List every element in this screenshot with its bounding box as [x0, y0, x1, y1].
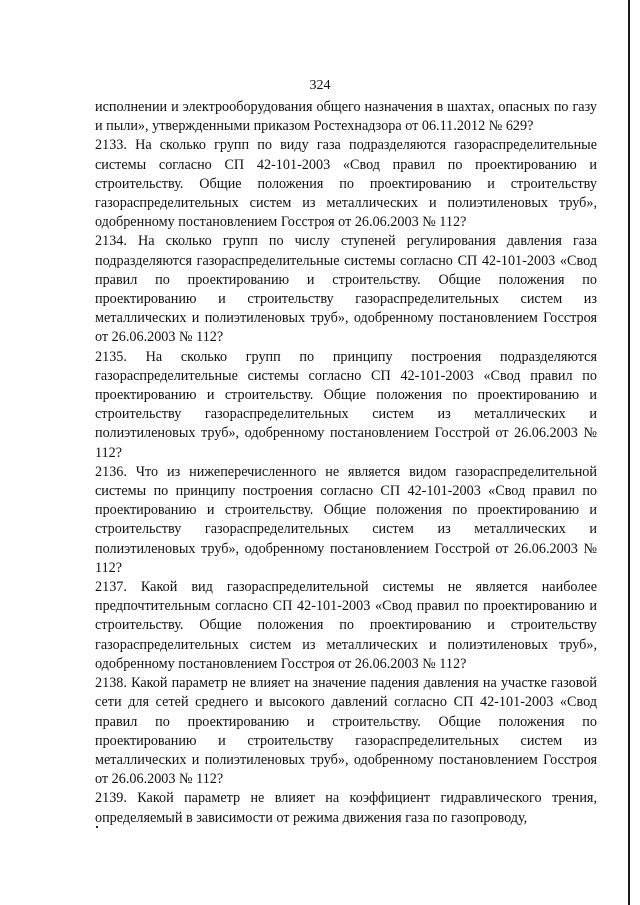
paragraph-continuation: исполнении и электрооборудования общего назначения в шахтах, опасных по газу и пыли», утвержденными приказом Ростехнадзора от 06.11.2012 № 629? — [95, 99, 597, 135]
question-2138: 2138. Какой параметр не влияет на значение падения давления на участке газовой сети для сетей среднего и высокого давлений согласно СП 42-101-2003 «Свод правил по проектированию и строительству. Общие положения по проектированию и строительству газораспределительных систем из металлических и полиэтиленовых труб», одобренному постановлением Госстроя от 26.06.2003 № 112? — [95, 675, 597, 788]
page-number: 324 — [309, 78, 331, 93]
scan-speck — [96, 826, 98, 828]
question-2136: 2136. Что из нижеперечисленного не является видом газораспределительной системы по принципу построения согласно СП 42-101-2003 «Свод правил по проектированию и строительству. Общие положения по проектированию и строительству газораспределительных систем из металлических и полиэтиленовых труб», одобренному постановлением Госстрой от 26.06.2003 № 112? — [95, 463, 597, 576]
question-2133: 2133. На сколько групп по виду газа подразделяются газораспределительные системы согласно СП 42-101-2003 «Свод правил по проектированию и строительству. Общие положения по проектированию и строительству газораспределительных систем из металлических и полиэтиленовых труб», одобренному постановлением Госстроя от 26.06.2003 № 112? — [95, 137, 597, 231]
question-2139: 2139. Какой параметр не влияет на коэффициент гидравлического трения, определяемый в зависимости от режима движения газа по газопроводу, — [95, 790, 597, 826]
question-2137: 2137. Какой вид газораспределительной системы не является наиболее предпочтительным согласно СП 42-101-2003 «Свод правил по проектированию и строительству. Общие положения по проектированию и строительству газораспределительных систем из металлических и полиэтиленовых труб», одобренному постановлением Госстроя от 26.06.2003 № 112? — [95, 579, 597, 672]
question-2135: 2135. На сколько групп по принципу построения подразделяются газораспределительные системы согласно СП 42-101-2003 «Свод правил по проектированию и строительству. Общие положения по проектированию и строительству газораспределительных систем из металлических и полиэтиленовых труб», одобренному постановлением Госстрой от 26.06.2003 № 112? — [95, 348, 597, 461]
question-2134: 2134. На сколько групп по числу ступеней регулирования давления газа подразделяются газораспределительные системы согласно СП 42-101-2003 «Свод правил по проектированию и строительству. Общие положения по проектированию и строительству газораспределительных систем из металлических и полиэтиленовых труб», одобренному постановлением Госстроя от 26.06.2003 № 112? — [95, 233, 597, 346]
page-content — [95, 98, 597, 828]
scan-edge-line — [628, 0, 630, 905]
